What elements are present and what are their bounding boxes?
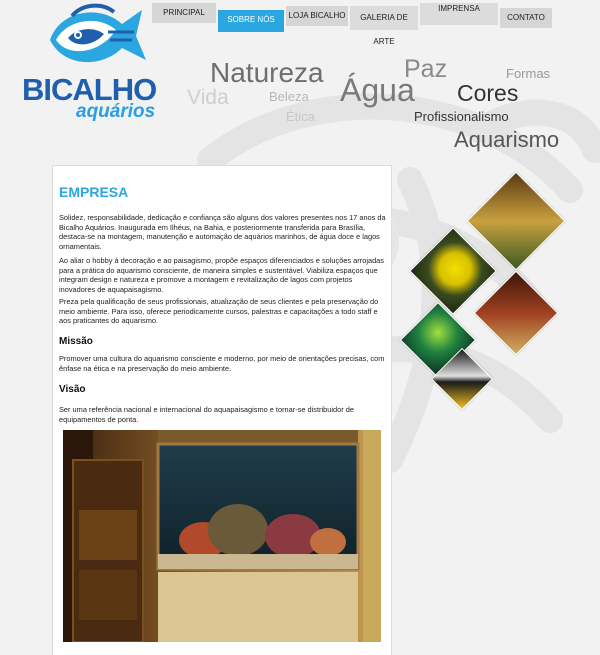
- word-aquarismo: Aquarismo: [454, 127, 560, 152]
- nav-sobre-nos[interactable]: SOBRE NÓS: [218, 10, 284, 32]
- logo-brand-name: BICALHO: [22, 72, 157, 107]
- nav-principal[interactable]: PRINCIPAL: [152, 3, 216, 23]
- logo-subtitle: aquários: [76, 101, 156, 122]
- section-heading-empresa: EMPRESA: [59, 184, 129, 200]
- nav-loja-bicalho[interactable]: LOJA BICALHO: [286, 6, 348, 26]
- logo[interactable]: [22, 2, 162, 127]
- word-natureza: Natureza: [210, 57, 324, 88]
- word-etica: Ética: [286, 109, 315, 124]
- word-formas: Formas: [506, 66, 551, 81]
- paragraph-intro: Solidez, responsabilidade, dedicação e confiança são alguns dos valores presentes nos 17 anos da Bicalho Aquários. Inaugurada em Ilhéus, na Bahia, e posteriormente transferida para Brasília, destaca-se na montagem, manutenção e automação de aquários marinhos, de água doce e lagos ornamentais.: [59, 213, 386, 251]
- word-beleza: Beleza: [269, 89, 309, 104]
- heading-missao: Missão: [59, 336, 93, 347]
- word-vida: Vida: [187, 86, 229, 109]
- fish-logo-icon: [42, 2, 152, 74]
- word-profissionalismo: Profissionalismo: [414, 109, 509, 124]
- paragraph-visao: Ser uma referência nacional e internacional do aquapaisagismo e tornar-se distribuidor de equipamentos de ponta.: [59, 405, 354, 424]
- aquarium-photo: [63, 430, 381, 642]
- content-panel: [52, 165, 392, 655]
- heading-visao: Visão: [59, 384, 86, 395]
- word-cores: Cores: [457, 80, 519, 106]
- paragraph-missao: Promover uma cultura do aquarismo consciente e moderno, por meio de orientações precisas, com ênfase na ética e na preservação do meio ambiente.: [59, 354, 385, 373]
- nav-galeria-de-arte[interactable]: GALERIA DE ARTE: [350, 6, 418, 30]
- word-paz: Paz: [404, 55, 448, 83]
- nav-contato[interactable]: CONTATO: [500, 8, 552, 28]
- nav-imprensa[interactable]: IMPRENSA: [420, 3, 498, 25]
- word-agua: Água: [340, 72, 415, 108]
- paragraph-hobby: Ao aliar o hobby à decoração e ao paisagismo, propõe espaços diferenciados e soluções arrojadas para a prática do aquarismo consciente, de maneira simples e sustentável. Viabiliza espaços que integram design e natureza e promove a montagem e revitalização de lagos com projetos inovadores de aquapaisagismo.: [59, 256, 384, 294]
- paragraph-qualificacao: Preza pela qualificação de seus profissionais, atualização de seus clientes e pela preservação do meio ambiente. Para isso, oferece periodicamente cursos, palestras e capacitações a todo staff e aos praticantes do aquarismo.: [59, 297, 379, 326]
